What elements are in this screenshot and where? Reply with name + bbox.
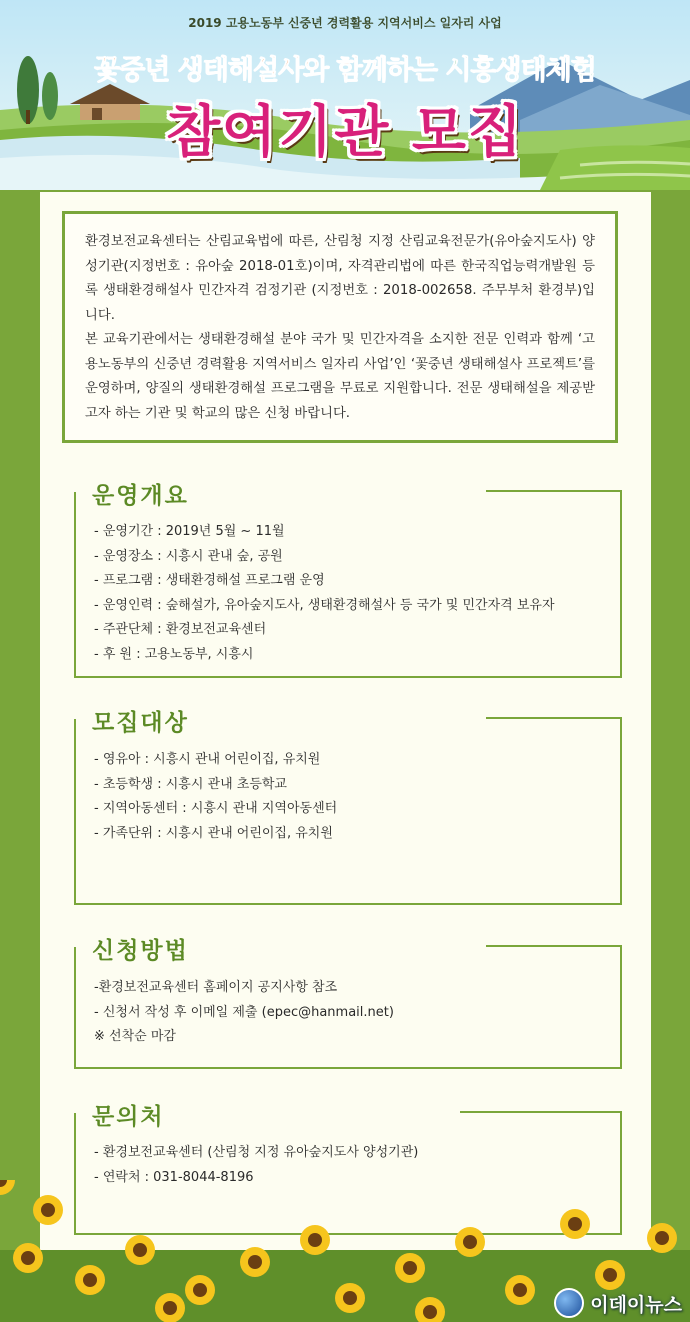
- list-item: - 가족단위 : 시흥시 관내 어린이집, 유치원: [94, 825, 333, 841]
- list-item: - 신청서 작성 후 이메일 제출 (epec@hanmail.net): [94, 1004, 394, 1020]
- intro-box: [62, 211, 618, 443]
- list-item: - 환경보전교육센터 (산림청 지정 유아숲지도사 양성기관): [94, 1145, 419, 1160]
- list-item: - 운영장소 : 시흥시 관내 숲, 공원: [94, 548, 283, 564]
- watermark-text: 이데이뉴스: [590, 1293, 682, 1316]
- list-item: - 프로그램 : 생태환경해설 프로그램 운영: [94, 573, 325, 588]
- list-item: ※ 선착순 마감: [94, 1029, 176, 1044]
- list-item: - 운영인력 : 숲해설가, 유아숲지도사, 생태환경해설사 등 국가 및 민간자격 보유자: [94, 597, 555, 613]
- subtitle-part2: 시흥생태체험: [445, 55, 596, 86]
- section-box-overview: [74, 492, 622, 678]
- sunflower-icon: [33, 1195, 63, 1225]
- intro-paragraph-2: 본 교육기관에서는 생태환경해설 분야 국가 및 민간자격을 소지한 전문 인력과 함께 ‘고용노동부의 신중년 경력활용 지역서비스 일자리 사업’인 ‘꽃중년 생태해설사 프로젝트’를 운영하며, 양질의 생태환경해설 프로그램을 무료로 지원합니다. 전문 생태해설을 제공받고자 하는 기관 및 학교의 많은 신청 바랍니다.: [85, 332, 595, 421]
- list-item: - 연락처 : 031-8044-8196: [94, 1169, 254, 1185]
- list-item: - 초등학생 : 시흥시 관내 초등학교: [94, 776, 287, 792]
- list-item: - 운영기간 : 2019년 5월 ~ 11월: [94, 524, 285, 539]
- list-item: - 주관단체 : 환경보전교육센터: [94, 622, 267, 637]
- list-item: -환경보전교육센터 홈페이지 공지사항 참조: [94, 980, 338, 995]
- section-title-contact: 문의처: [92, 1104, 165, 1130]
- list-item: - 지역아동센터 : 시흥시 관내 지역아동센터: [94, 801, 338, 816]
- list-item: - 후 원 : 고용노동부, 시흥시: [94, 646, 254, 662]
- section-box-targets: [74, 719, 622, 905]
- page-title: 참여기관 모집: [165, 100, 525, 165]
- subtitle-part1: 꽃중년 생태해설사와 함께하는: [94, 55, 437, 86]
- section-title-apply: 신청방법: [92, 938, 189, 964]
- hero-banner: [0, 0, 690, 190]
- sponsor-text: 2019 고용노동부 신중년 경력활용 지역서비스 일자리 사업: [188, 16, 502, 30]
- intro-paragraph-1: 환경보전교육센터는 산림교육법에 따른, 산림청 지정 산림교육전문가(유아숲지도사) 양성기관(지정번호 : 유아숲 2018-01호)이며, 자격관리법에 따른 한국직업능력개발원 등록 생태환경해설사 민간자격 검정기관 (지정번호 : 2018-002658. 주무부처 환경부)입니다.: [85, 234, 595, 323]
- section-box-apply: [74, 947, 622, 1069]
- section-title-targets: 모집대상: [92, 710, 189, 736]
- watermark: [554, 1288, 682, 1318]
- list-item: - 영유아 : 시흥시 관내 어린이집, 유치원: [94, 752, 321, 767]
- globe-logo-icon: [554, 1288, 584, 1318]
- banner-subtitle: [0, 48, 690, 87]
- section-title-overview: 운영개요: [92, 483, 189, 509]
